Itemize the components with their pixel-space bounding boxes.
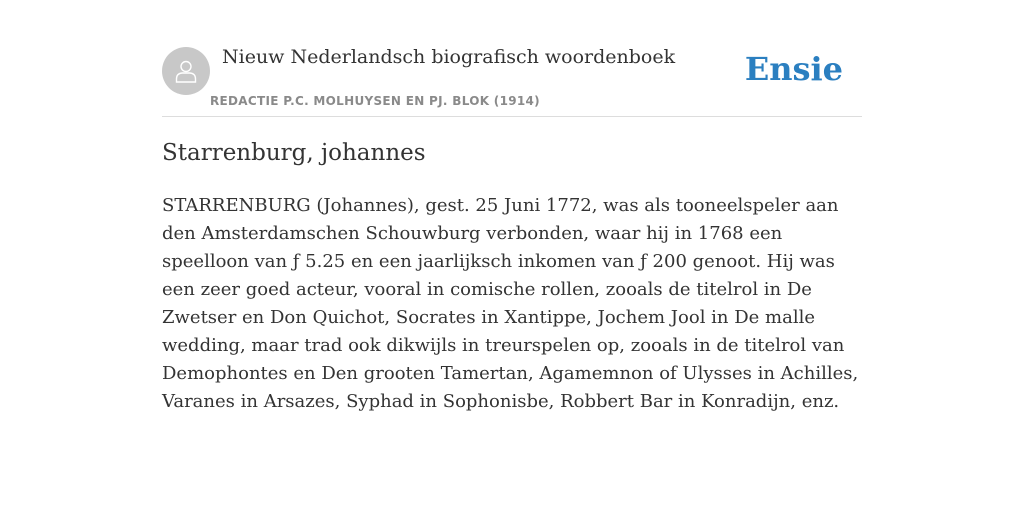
user-placeholder-icon (173, 58, 199, 84)
editors-credit: REDACTIE P.C. MOLHUYSEN EN PJ. BLOK (1914) (210, 94, 540, 108)
book-title[interactable]: Nieuw Nederlandsch biografisch woordenboek (222, 46, 676, 68)
avatar[interactable] (162, 47, 210, 95)
entry-body: STARRENBURG (Johannes), gest. 25 Juni 1772, was als tooneelspeler aan den Amsterdamschen Schouwburg verbonden, waar hij in 1768 een speelloon van ƒ 5.25 en een jaarlijksch inkomen van ƒ 200 genoot. Hij was een zeer goed acteur, vooral in comische rollen, zooals de titelrol in De Zwetser en Don Quichot, Socrates in Xantippe, Jochem Jool in De malle wedding, maar trad ook dikwijls in treurspelen op, zooals in de titelrol van Demophontes en Den grooten Tamertan, Agamemnon of Ulysses in Achilles, Varanes in Arsazes, Syphad in Sophonisbe, Robbert Bar in Konradijn, enz. (162, 195, 859, 412)
entry-title: Starrenburg, johannes (162, 140, 426, 166)
header (162, 40, 862, 117)
brand-logo[interactable]: Ensie (744, 50, 843, 88)
